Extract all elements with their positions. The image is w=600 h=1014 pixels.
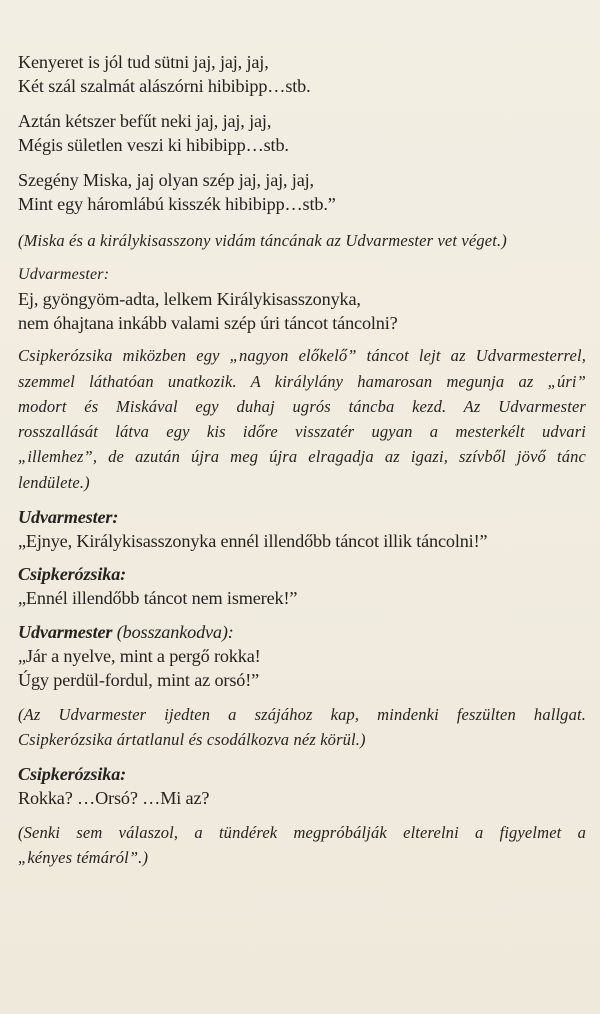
verse-line: Aztán kétszer befűt neki jaj, jaj, jaj, [18,111,272,131]
speaker-label: Csipkerózsika: [18,564,127,585]
speaker-note: (bosszankodva): [116,622,234,643]
dialogue-line: Úgy perdül-fordul, mint az orsó!” [18,670,260,691]
verse-2 [18,109,586,157]
dialogue [18,644,586,692]
dialogue-line: „Jár a nyelve, mint a pergő rokka! [18,646,261,667]
verse-line: Két szál szalmát alászórni hibibipp…stb. [18,76,311,96]
dialogue [18,287,586,335]
direction-line: „illemhez”, de azután újra meg újra elragadja az igazi, szívből jövő tánc [18,447,586,467]
dialogue-line: nem óhajtana inkább valami szép úri táncot táncolni? [18,313,398,334]
direction-line: Csipkerózsika ártatlanul és csodálkozva néz körül.) [18,730,366,750]
stage-direction-block [18,702,586,753]
speaker-label: Udvarmester: [18,507,119,528]
verse-line: Szegény Miska, jaj olyan szép jaj, jaj, jaj, [18,170,314,190]
stage-direction-block [18,343,586,495]
verse-line: Mint egy háromlábú kisszék hibibipp…stb.” [18,194,336,214]
direction-line: „kényes témáról”.) [18,847,149,867]
dialogue-line: „Ennél illendőbb táncot nem ismerek!” [18,588,298,609]
stage-direction: (Miska és a királykisasszony vidám táncának az Udvarmester vet véget.) [18,231,507,250]
direction-line: Csipkerózsika miközben egy „nagyon előkelő” táncot lejt az Udvarmesterrel, [18,346,586,366]
speaker-label: Udvarmester [18,622,113,643]
dialogue-line: „Ejnye, Királykisasszonyka ennél illendőbb táncot illik táncolni!” [18,531,488,552]
speaker-label: Udvarmester: [18,266,110,284]
dialogue-line: Ej, gyöngyöm-adta, lelkem Királykisasszonyka, [18,289,361,310]
dialogue-line: Rokka? …Orsó? …Mi az? [18,787,210,808]
direction-line: lendülete.) [18,472,90,492]
speaker-line [18,620,586,644]
verse-line: Mégis sületlen veszi ki hibibipp…stb. [18,135,289,155]
direction-line: (Az Udvarmester ijedten a szájához kap, mindenki feszülten hallgat. [18,705,586,725]
direction-line: modort és Miskával egy duhaj ugrós táncba kezd. Az Udvarmester [18,396,586,416]
stage-direction-block [18,820,586,871]
speaker-label: Csipkerózsika: [18,763,127,784]
direction-line: (Senki sem válaszol, a tündérek megpróbálják elterelni a figyelmet a [18,822,586,842]
verse-3 [18,168,586,216]
verse-1 [18,50,586,98]
direction-line: szemmel láthatóan unatkozik. A királylány hamarosan megunja az „úri” [18,371,586,391]
verse-line: Kenyeret is jól tud sütni jaj, jaj, jaj, [18,52,269,72]
direction-line: rosszallását látva egy kis időre visszatér ugyan a mesterkélt udvari [18,422,586,442]
